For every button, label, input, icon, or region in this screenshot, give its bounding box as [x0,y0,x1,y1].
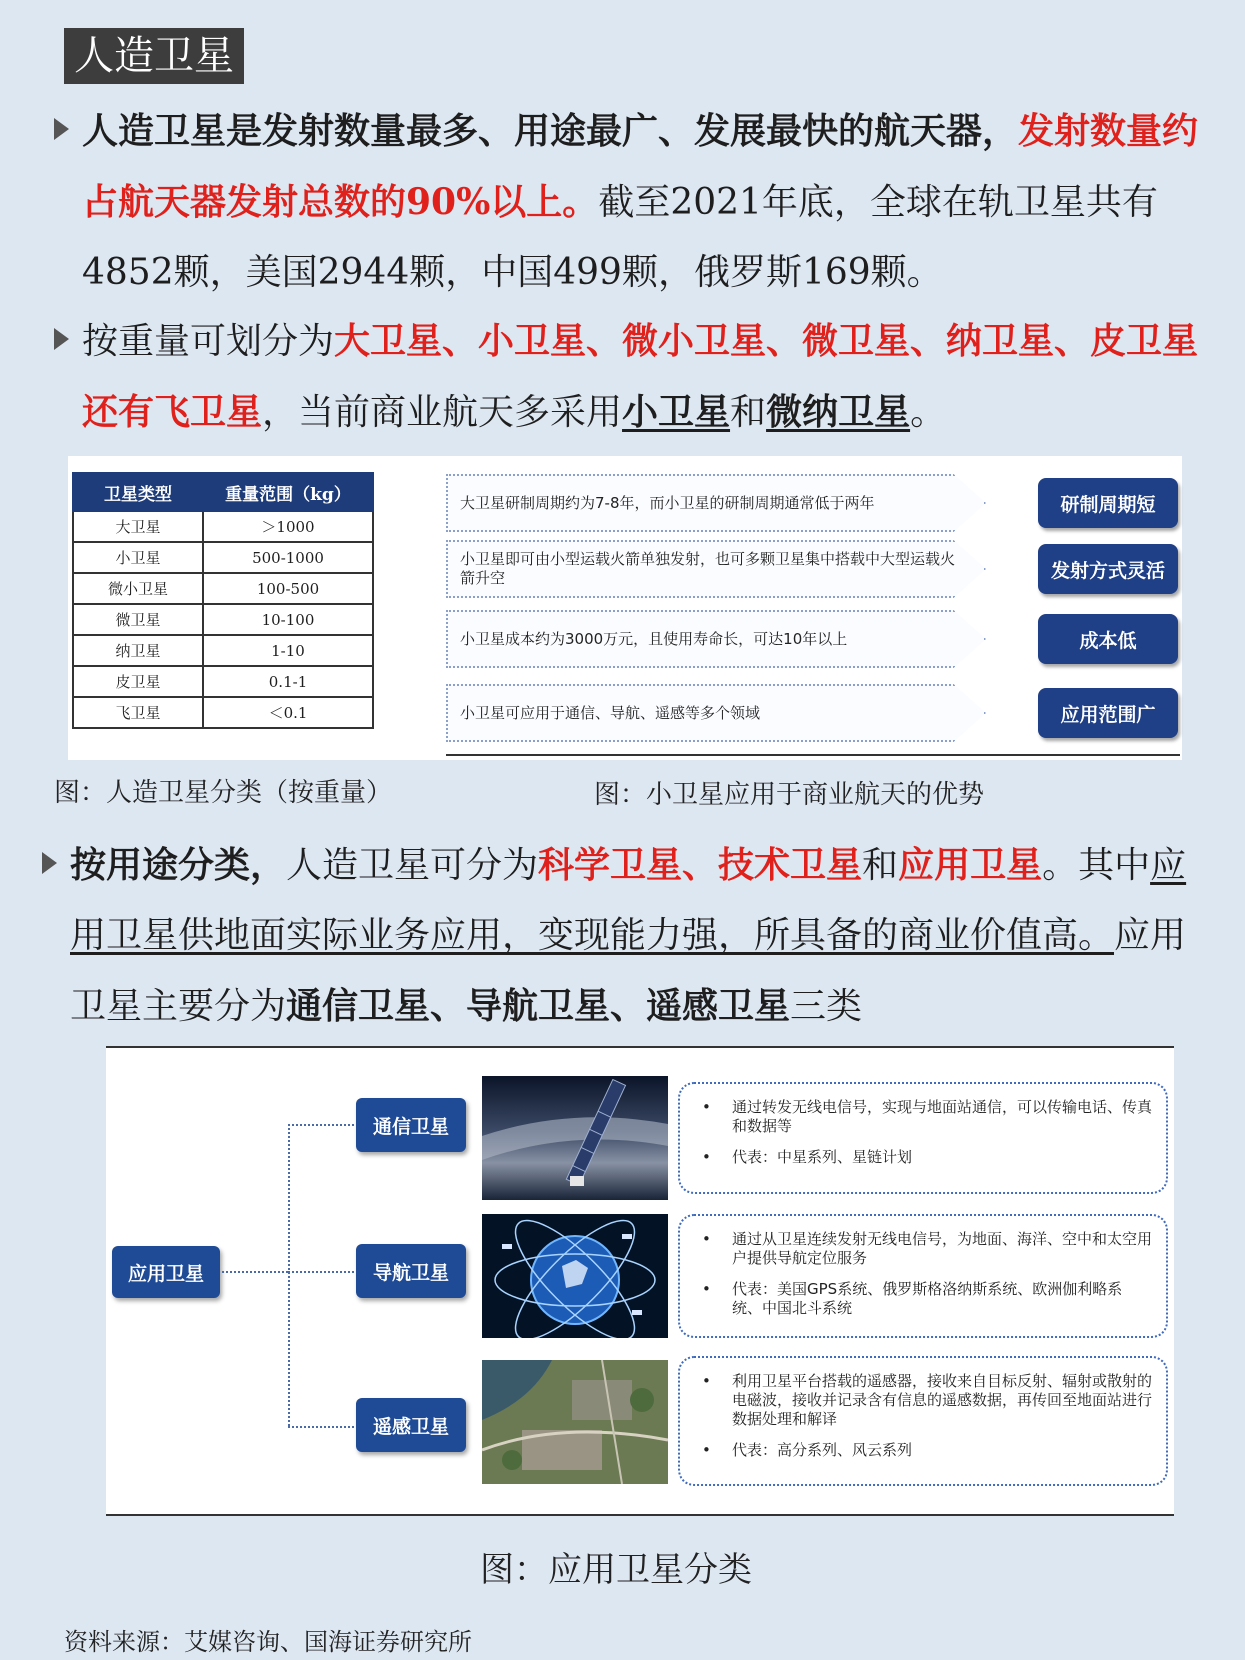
remote-sensing-satellite-image [482,1360,668,1484]
advantage-label-wide-application: 应用范围广 [1038,688,1178,738]
cell-type: 微卫星 [73,604,203,635]
source-note: 资料来源：艾媒咨询、国海证券研究所 [64,1628,472,1656]
weight-table-header [73,473,373,511]
communication-satellite-image [482,1076,668,1200]
app-branch-communication: 通信卫星 [356,1098,466,1152]
section-title: 人造卫星 [64,28,244,84]
cell-range: 0.1-1 [203,666,373,697]
bullet-triangle-icon [42,852,57,874]
caption-advantages: 图：小卫星应用于商业航天的优势 [594,780,985,810]
weight-current: ，当前商业航天多采用 [262,392,623,433]
weight-end: 。 [910,392,947,433]
connector-line [288,1124,290,1426]
cell-type: 皮卫星 [73,666,203,697]
weight-intro: 按重量可划分为 [82,321,335,362]
navigation-description [678,1214,1168,1338]
weight-and: 和 [730,392,767,433]
advantage-label-flexible-launch: 发射方式灵活 [1038,544,1178,594]
purpose-among: 。其中 [1042,845,1151,886]
purpose-value: 应用卫星供地面实际业务应用，变现能力强，所具备的商业价值高。 [70,845,1187,956]
advantage-label-short-cycle: 研制周期短 [1038,478,1178,528]
weight-small-satellite: 小卫星 [622,391,731,433]
cell-range: ＜0.1 [203,697,373,728]
paragraph-overview [82,96,1227,308]
connector-line [222,1271,288,1273]
representative-item: • 代表：美国GPS系统、俄罗斯格洛纳斯系统、欧洲伽利略系统、中国北斗系统 [702,1280,1152,1318]
advantage-text: 大卫星研制周期约为7-8年，而小卫星的研制周期通常低于两年 [460,493,875,512]
connector-line [288,1124,354,1126]
table-row [73,573,373,604]
purpose-application: 应用卫星 [898,844,1043,886]
purpose-intro: 人造卫星可分为 [286,845,539,886]
advantage-row [446,684,1016,742]
communication-description [678,1082,1168,1194]
table-row [73,604,373,635]
table-row [73,542,373,573]
table-row [73,511,373,542]
purpose-types: 通信卫星、导航卫星、遥感卫星 [286,985,791,1027]
app-branch-navigation: 导航卫星 [356,1244,466,1298]
paragraph-weight-classification [82,306,1227,448]
cell-range: ＞1000 [203,511,373,542]
advantage-text: 小卫星即可由小型运载火箭单独发射，也可多颗卫星集中搭载中大型运载火箭升空 [460,550,956,587]
purpose-sci-tech: 科学卫星、技术卫星 [538,844,863,886]
diagram-top-rule [106,1046,1174,1048]
table-row [73,697,373,728]
advantage-text: 小卫星成本约为3000万元，且使用寿命长，可达10年以上 [460,629,848,648]
purpose-three: 三类 [790,986,863,1027]
representative-item: • 代表：中星系列、星链计划 [702,1148,1152,1167]
header-range: 重量范围（kg） [203,473,373,511]
overview-lead: 人造卫星是发射数量最多、用途最广、发展最快的航天器， [82,110,1019,152]
advantage-row [446,610,1016,668]
bullet-triangle-icon [54,328,69,350]
cell-range: 1-10 [203,635,373,666]
purpose-mainly: 应用卫星主要分为 [70,915,1187,1027]
purpose-lead: 按用途分类， [70,844,287,886]
overview-highlight: 发射数量约占航天器发射总数的90%以上。 [82,110,1199,223]
app-branch-remote-sensing: 遥感卫星 [356,1398,466,1452]
weight-types: 大卫星、小卫星、微小卫星、微卫星、纳卫星、皮卫星还有飞卫星 [82,320,1199,433]
overview-detail: 截至2021年底，全球在轨卫星共有4852颗，美国2944颗，中国499颗，俄罗斯169颗。 [82,182,1158,293]
advantage-row [446,540,1016,598]
cell-range: 500-1000 [203,542,373,573]
weight-table [72,472,374,729]
representative-item: • 代表：高分系列、风云系列 [702,1441,1152,1460]
cell-range: 10-100 [203,604,373,635]
table-row [73,666,373,697]
bullet-triangle-icon [54,118,69,140]
remote-sensing-description [678,1356,1168,1486]
cell-type: 微小卫星 [73,573,203,604]
caption-weight-table: 图：人造卫星分类（按重量） [54,778,393,808]
advantage-baseline [446,754,1180,756]
connector-line [288,1426,354,1428]
cell-type: 小卫星 [73,542,203,573]
header-type: 卫星类型 [73,473,203,511]
diagram-bottom-rule [106,1514,1174,1516]
table-row [73,635,373,666]
cell-type: 大卫星 [73,511,203,542]
caption-application: 图：应用卫星分类 [480,1550,752,1590]
description-item: • 通过从卫星连续发射无线电信号，为地面、海洋、空中和太空用户提供导航定位服务 [702,1230,1152,1268]
cell-type: 飞卫星 [73,697,203,728]
advantage-row [446,474,1016,532]
advantage-label-low-cost: 成本低 [1038,614,1178,664]
navigation-satellite-image [482,1214,668,1338]
app-root-box: 应用卫星 [112,1246,220,1298]
description-item: • 利用卫星平台搭载的遥感器，接收来自目标反射、辐射或散射的电磁波，接收并记录含有信息的遥感数据，再传回至地面站进行数据处理和解译 [702,1372,1152,1429]
purpose-and: 和 [862,845,899,886]
cell-range: 100-500 [203,573,373,604]
advantage-text: 小卫星可应用于通信、导航、遥感等多个领域 [460,703,761,722]
paragraph-purpose-classification [70,830,1220,1042]
cell-type: 纳卫星 [73,635,203,666]
connector-line [288,1271,354,1273]
weight-micro-nano: 微纳卫星 [766,391,911,433]
description-item: • 通过转发无线电信号，实现与地面站通信，可以传输电话、传真和数据等 [702,1098,1152,1136]
